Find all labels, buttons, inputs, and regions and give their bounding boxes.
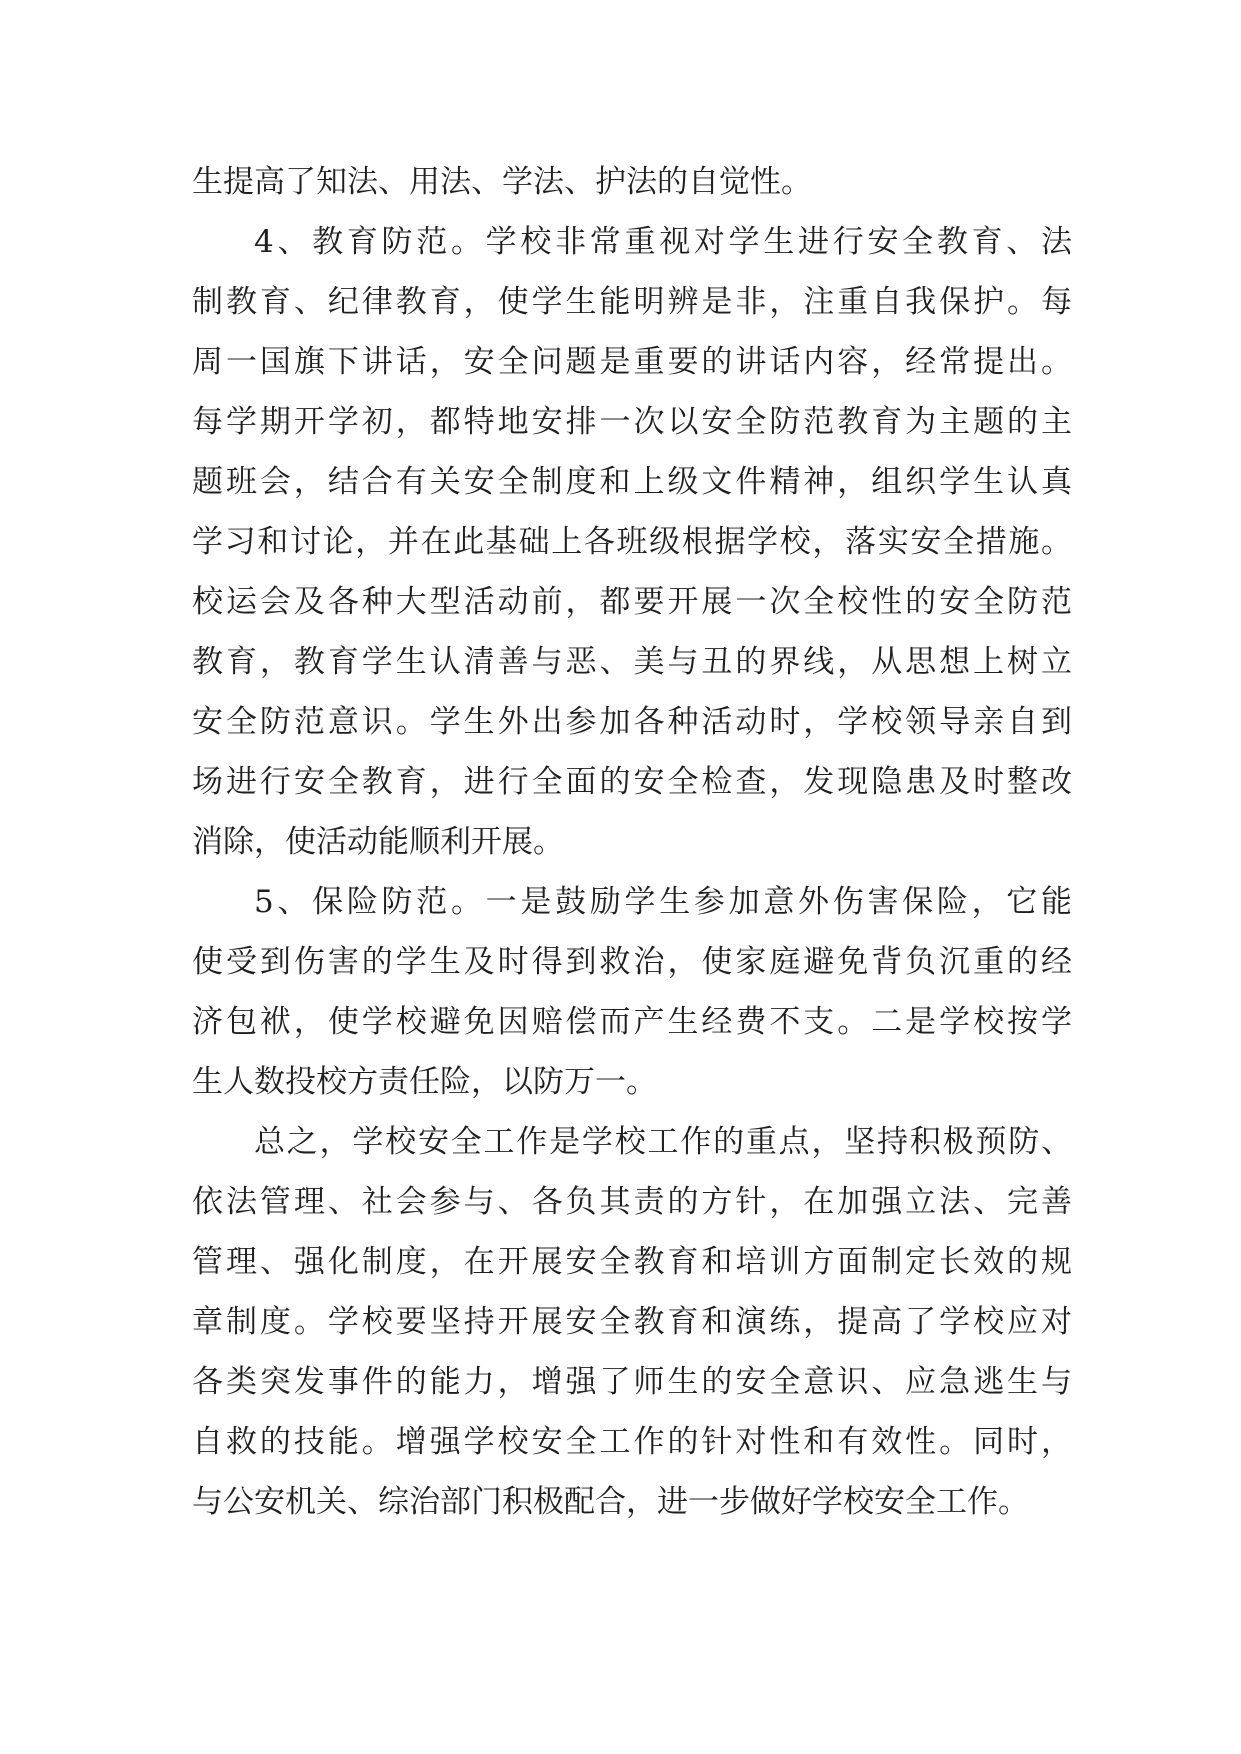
text-line: 周一国旗下讲话，安全问题是重要的讲话内容，经常提出。 <box>192 344 1072 380</box>
text-line: 校运会及各种大型活动前，都要开展一次全校性的安全防范 <box>192 584 1072 620</box>
paragraph-start-line: 4、教育防范。学校非常重视对学生进行安全教育、法 <box>254 224 1072 260</box>
text-line: 依法管理、社会参与、各负其责的方针，在加强立法、完善 <box>192 1184 1072 1220</box>
text-line: 安全防范意识。学生外出参加各种活动时，学校领导亲自到 <box>192 704 1072 740</box>
text-line: 消除，使活动能顺利开展。 <box>192 824 564 860</box>
text-line: 生人数投校方责任险，以防万一。 <box>192 1064 657 1100</box>
text-line: 题班会，结合有关安全制度和上级文件精神，组织学生认真 <box>192 464 1072 500</box>
paragraph-start-line: 总之，学校安全工作是学校工作的重点，坚持积极预防、 <box>254 1124 1072 1160</box>
text-line: 各类突发事件的能力，增强了师生的安全意识、应急逃生与 <box>192 1364 1072 1400</box>
text-line: 场进行安全教育，进行全面的安全检查，发现隐患及时整改 <box>192 764 1072 800</box>
text-line: 每学期开学初，都特地安排一次以安全防范教育为主题的主 <box>192 404 1072 440</box>
text-line: 制教育、纪律教育，使学生能明辨是非，注重自我保护。每 <box>192 284 1072 320</box>
text-line: 生提高了知法、用法、学法、护法的自觉性。 <box>192 164 812 200</box>
text-line: 章制度。学校要坚持开展安全教育和演练，提高了学校应对 <box>192 1304 1072 1340</box>
text-line: 使受到伤害的学生及时得到救治，使家庭避免背负沉重的经 <box>192 944 1072 980</box>
text-line: 自救的技能。增强学校安全工作的针对性和有效性。同时， <box>192 1424 1072 1460</box>
text-line: 济包袱，使学校避免因赔偿而产生经费不支。二是学校按学 <box>192 1004 1072 1040</box>
text-line: 与公安机关、综治部门积极配合，进一步做好学校安全工作。 <box>192 1484 1029 1520</box>
paragraph-start-line: 5、保险防范。一是鼓励学生参加意外伤害保险，它能 <box>254 884 1072 920</box>
text-line: 管理、强化制度，在开展安全教育和培训方面制定长效的规 <box>192 1244 1072 1280</box>
text-line: 教育，教育学生认清善与恶、美与丑的界线，从思想上树立 <box>192 644 1072 680</box>
text-line: 学习和讨论，并在此基础上各班级根据学校，落实安全措施。 <box>192 524 1072 560</box>
